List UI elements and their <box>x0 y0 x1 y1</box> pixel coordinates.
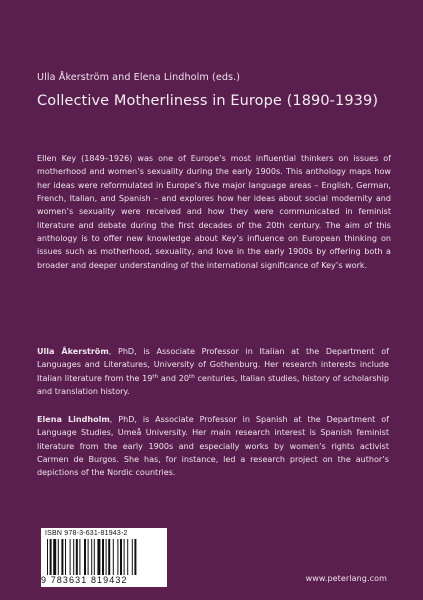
barcode-bar <box>88 539 89 575</box>
barcode-bar <box>124 539 125 575</box>
bio-text: , PhD, is Associate Professor in Italian at the Department of Languages and Literatures, University of Gothenburg. Her research interests include Italian literature from the 19 <box>37 347 389 383</box>
barcode-bar <box>132 539 133 575</box>
barcode-bar <box>97 539 100 575</box>
barcode-bar <box>73 539 74 575</box>
barcode-bar <box>120 539 122 575</box>
isbn-barcode <box>41 528 167 587</box>
barcode-bar <box>91 539 92 575</box>
barcode-bar <box>76 539 78 575</box>
barcode-bar <box>108 539 110 575</box>
bio-name: Elena Lindholm <box>37 415 110 424</box>
barcode-bar <box>50 539 52 575</box>
barcode-bar <box>61 539 63 575</box>
barcode-bar <box>53 539 56 575</box>
barcode-bar <box>127 539 128 575</box>
barcode-bar <box>47 539 48 575</box>
isbn-label: ISBN 978-3-631-81943-2 <box>45 530 128 537</box>
barcode-bar <box>117 539 118 575</box>
barcode-bar <box>134 539 136 575</box>
bio-superscript: th <box>189 373 195 380</box>
barcode-bar <box>65 539 66 575</box>
book-blurb: Ellen Key (1849–1926) was one of Europe’s most influential thinkers on issues of motherhood and women’s sexuality during the early 1900s. This anthology maps how her ideas were reformulated in Europe’s five major language areas – English, German, French, Italian, and Spanish – and explores how her ideas about social modernity and women’s sexuality were received and how they were communicated in feminist literature and debate during the first decades of the 20th century. The aim of this anthology is to offer new knowledge about Key’s influence on European thinking on issues such as motherhood, sexuality, and love in the early 1900s by offering both a broader and deeper understanding of the international significance of Key’s work. <box>37 154 391 270</box>
editors-line: Ulla Åkerström and Elena Lindholm (eds.) <box>37 72 241 83</box>
bio-name: Ulla Åkerström <box>37 347 109 356</box>
barcode-bar <box>58 539 59 575</box>
barcode-bar <box>79 539 80 575</box>
bio-superscript: th <box>152 373 159 380</box>
bio-text: centuries, Italian studies, history of scholarship and translation history. <box>37 373 389 397</box>
book-title: Collective Motherliness in Europe (1890-1939) <box>37 93 379 109</box>
publisher-website: www.peterlang.com <box>305 574 387 583</box>
bio-text: and 20 <box>158 373 190 383</box>
barcode-bar <box>106 539 107 575</box>
barcode-bars <box>47 539 161 575</box>
bio-text: , PhD, is Associate Professor in Spanish at the Department of Language Studies, Umeå University. Her main research interest is Spanish feminist literature from the early 1900s and especially works by women’s rights activist Carmen de Burgos. She has, for instance, led a research project on the author’s depictions of the Nordic countries. <box>37 415 389 478</box>
bio-elena-lindholm <box>37 413 389 480</box>
barcode-bar <box>70 539 71 575</box>
barcode-bar <box>113 539 114 575</box>
barcode-bar <box>94 539 95 575</box>
barcode-digits: 9 783631 819432 <box>41 575 128 585</box>
bio-ulla-akerstrom <box>37 345 389 398</box>
barcode-bar <box>102 539 104 575</box>
barcode-bar <box>84 539 86 575</box>
